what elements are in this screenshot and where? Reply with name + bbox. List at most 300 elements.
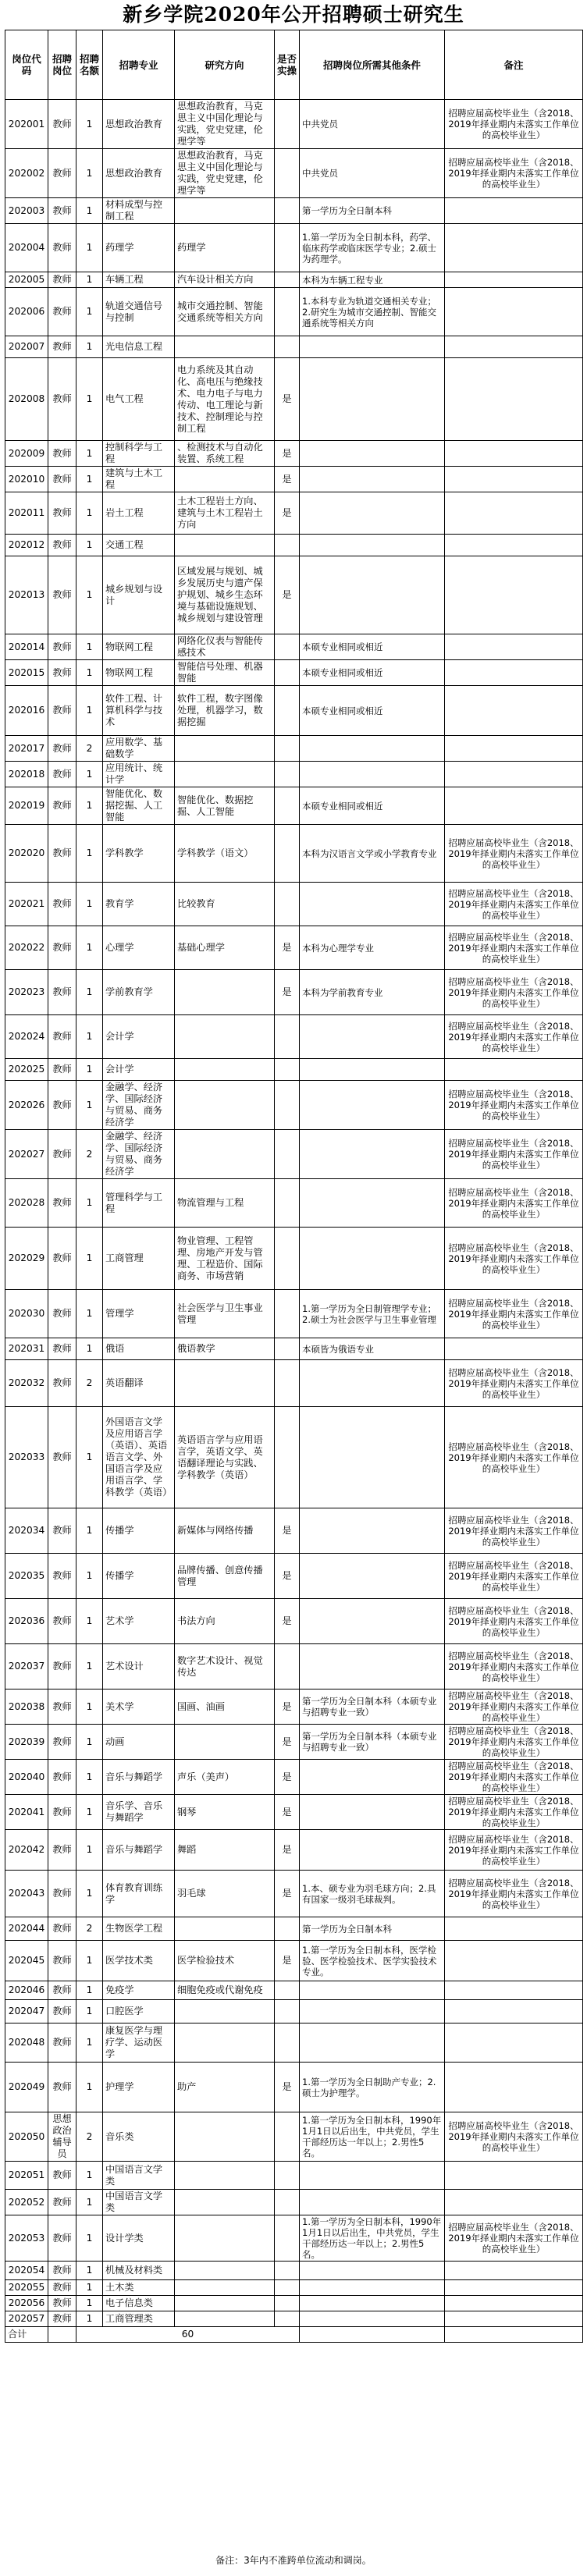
requirements-cell: 本硕专业相同或相近 (300, 660, 445, 686)
position-type-cell: 教师 (48, 1725, 76, 1760)
remarks-cell (445, 358, 583, 441)
practical-test-cell (275, 2112, 300, 2162)
table-row (5, 686, 583, 736)
position-type-cell: 教师 (48, 2023, 76, 2063)
table-row (5, 467, 583, 492)
headcount-cell: 1 (76, 224, 103, 272)
headcount-cell: 1 (76, 535, 103, 556)
practical-test-cell (275, 198, 300, 224)
remarks-cell: 招聘应届高校毕业生（含2018、2019年择业期内未落实工作单位的高校毕业生） (445, 1081, 583, 1130)
position-type-cell: 教师 (48, 1760, 76, 1795)
major-cell: 机械及材料类 (103, 2262, 175, 2280)
remarks-cell: 招聘应届高校毕业生（含2018、2019年择业期内未落实工作单位的高校毕业生） (445, 2112, 583, 2162)
headcount-cell: 1 (76, 2262, 103, 2280)
header-cell: 备注 (445, 30, 583, 100)
table-row (5, 1941, 583, 1981)
research-direction-cell: 物流管理与工程 (175, 1179, 275, 1228)
research-direction-cell: 汽车设计相关方向 (175, 272, 275, 288)
position-code-cell: 202013 (5, 556, 48, 634)
major-cell: 工商管理类 (103, 2311, 175, 2327)
position-code-cell: 202010 (5, 467, 48, 492)
position-type-cell: 教师 (48, 198, 76, 224)
requirements-cell (300, 467, 445, 492)
practical-test-cell: 是 (275, 926, 300, 970)
position-type-cell: 教师 (48, 2190, 76, 2215)
position-code-cell: 202039 (5, 1725, 48, 1760)
remarks-cell: 招聘应届高校毕业生（含2018、2019年择业期内未落实工作单位的高校毕业生） (445, 1508, 583, 1554)
headcount-cell: 1 (76, 2215, 103, 2262)
position-type-cell: 教师 (48, 660, 76, 686)
position-code-cell: 202034 (5, 1508, 48, 1554)
table-row (5, 1179, 583, 1228)
research-direction-cell: 羽毛球 (175, 1871, 275, 1917)
practical-test-cell: 是 (275, 492, 300, 535)
requirements-cell (300, 1179, 445, 1228)
practical-test-cell (275, 660, 300, 686)
research-direction-cell (175, 970, 275, 1015)
table-row (5, 2063, 583, 2112)
requirements-cell (300, 2311, 445, 2327)
major-cell: 金融学、经济学、国际经济与贸易、商务经济学 (103, 1130, 175, 1179)
footnote: 备注：3年内不准跨单位流动和调岗。 (215, 2555, 372, 2566)
position-type-cell: 教师 (48, 762, 76, 787)
headcount-cell: 1 (76, 686, 103, 736)
position-type-cell: 教师 (48, 1508, 76, 1554)
remarks-cell: 招聘应届高校毕业生（含2018、2019年择业期内未落实工作单位的高校毕业生） (445, 883, 583, 926)
table-row (5, 2215, 583, 2262)
research-direction-cell (175, 1130, 275, 1179)
position-type-cell: 教师 (48, 1338, 76, 1360)
position-code-cell: 202025 (5, 1059, 48, 1081)
headcount-cell: 1 (76, 1760, 103, 1795)
practical-test-cell (275, 288, 300, 336)
position-type-cell: 教师 (48, 1407, 76, 1508)
table-row (5, 736, 583, 762)
remarks-cell (445, 2023, 583, 2063)
major-cell: 控制科学与工程 (103, 441, 175, 467)
table-row (5, 358, 583, 441)
remarks-cell (445, 2190, 583, 2215)
table-row (5, 1795, 583, 1830)
header-cell: 研究方向 (175, 30, 275, 100)
position-code-cell: 202019 (5, 787, 48, 825)
major-cell: 物联网工程 (103, 660, 175, 686)
major-cell: 传播学 (103, 1554, 175, 1599)
remarks-cell (445, 535, 583, 556)
requirements-cell (300, 1599, 445, 1644)
table-row (5, 1917, 583, 1941)
requirements-cell: 第一学历为全日制本科 (300, 1917, 445, 1941)
research-direction-cell (175, 736, 275, 762)
position-type-cell: 教师 (48, 1830, 76, 1871)
remarks-cell: 招聘应届高校毕业生（含2018、2019年择业期内未落实工作单位的高校毕业生） (445, 970, 583, 1015)
remarks-cell: 招聘应届高校毕业生（含2018、2019年择业期内未落实工作单位的高校毕业生） (445, 825, 583, 883)
remarks-cell (445, 2000, 583, 2023)
requirements-cell (300, 1081, 445, 1130)
position-type-cell: 教师 (48, 149, 76, 198)
practical-test-cell: 是 (275, 1554, 300, 1599)
remarks-cell (445, 686, 583, 736)
position-code-cell: 202016 (5, 686, 48, 736)
practical-test-cell: 是 (275, 1508, 300, 1554)
practical-test-cell (275, 1015, 300, 1059)
major-cell: 音乐与舞蹈学 (103, 1830, 175, 1871)
practical-test-cell (275, 100, 300, 149)
position-type-cell: 教师 (48, 272, 76, 288)
research-direction-cell: 社会医学与卫生事业管理 (175, 1290, 275, 1338)
requirements-cell: 1.本科专业为轨道交通相关专业；2.研究生为城市交通控制、智能交通系统等相关方向 (300, 288, 445, 336)
remarks-cell (445, 2063, 583, 2112)
practical-test-cell: 是 (275, 1725, 300, 1760)
major-cell: 管理科学与工程 (103, 1179, 175, 1228)
remarks-cell (445, 1941, 583, 1981)
position-type-cell: 教师 (48, 634, 76, 660)
table-row (5, 1407, 583, 1508)
position-type-cell: 教师 (48, 1290, 76, 1338)
practical-test-cell: 是 (275, 970, 300, 1015)
headcount-cell: 1 (76, 1871, 103, 1917)
major-cell: 城乡规划与设计 (103, 556, 175, 634)
headcount-cell: 1 (76, 1290, 103, 1338)
practical-test-cell: 是 (275, 1690, 300, 1725)
remarks-cell: 招聘应届高校毕业生（含2018、2019年择业期内未落实工作单位的高校毕业生） (445, 1015, 583, 1059)
requirements-cell (300, 1407, 445, 1508)
major-cell: 传播学 (103, 1508, 175, 1554)
position-type-cell: 教师 (48, 1015, 76, 1059)
position-type-cell: 教师 (48, 1059, 76, 1081)
research-direction-cell: 英语语言学与应用语言学，英语文学、英语翻译理论与实践、学科教学（英语） (175, 1407, 275, 1508)
position-type-cell: 教师 (48, 2000, 76, 2023)
major-cell: 设计学类 (103, 2215, 175, 2262)
remarks-cell (445, 634, 583, 660)
remarks-cell (445, 272, 583, 288)
major-cell: 电子信息类 (103, 2296, 175, 2311)
position-type-cell: 教师 (48, 556, 76, 634)
position-type-cell: 教师 (48, 1228, 76, 1290)
practical-test-cell (275, 825, 300, 883)
headcount-cell: 1 (76, 787, 103, 825)
position-type-cell: 教师 (48, 787, 76, 825)
major-cell: 思想政治教育 (103, 100, 175, 149)
position-type-cell: 教师 (48, 2063, 76, 2112)
major-cell: 电气工程 (103, 358, 175, 441)
research-direction-cell (175, 2311, 275, 2327)
headcount-cell: 1 (76, 1554, 103, 1599)
practical-test-cell: 是 (275, 1760, 300, 1795)
requirements-cell: 本硕皆为俄语专业 (300, 1338, 445, 1360)
practical-test-cell (275, 2296, 300, 2311)
requirements-cell (300, 1795, 445, 1830)
position-type-cell: 教师 (48, 1599, 76, 1644)
remarks-cell (445, 1338, 583, 1360)
table-row (5, 2190, 583, 2215)
headcount-cell: 1 (76, 2063, 103, 2112)
major-cell: 管理学 (103, 1290, 175, 1338)
table-row (5, 224, 583, 272)
requirements-cell (300, 1830, 445, 1871)
headcount-cell: 1 (76, 926, 103, 970)
headcount-cell: 1 (76, 1981, 103, 2000)
requirements-cell: 1.本、硕专业为羽毛球方向；2.具有国家一级羽毛球裁判。 (300, 1871, 445, 1917)
position-type-cell: 教师 (48, 1690, 76, 1725)
research-direction-cell (175, 2262, 275, 2280)
research-direction-cell: 书法方向 (175, 1599, 275, 1644)
table-row (5, 825, 583, 883)
practical-test-cell (275, 2215, 300, 2262)
table-row (5, 288, 583, 336)
position-code-cell: 202014 (5, 634, 48, 660)
position-type-cell: 教师 (48, 883, 76, 926)
remarks-cell (445, 787, 583, 825)
position-type-cell: 思想政治辅导员 (48, 2112, 76, 2162)
major-cell: 应用统计、统计学 (103, 762, 175, 787)
remarks-cell (445, 492, 583, 535)
headcount-cell: 1 (76, 1690, 103, 1725)
table-row (5, 2162, 583, 2190)
major-cell: 护理学 (103, 2063, 175, 2112)
table-row (5, 2296, 583, 2311)
major-cell: 动画 (103, 1725, 175, 1760)
research-direction-cell: 俄语教学 (175, 1338, 275, 1360)
table-row (5, 1508, 583, 1554)
requirements-cell (300, 2190, 445, 2215)
practical-test-cell (275, 787, 300, 825)
practical-test-cell (275, 686, 300, 736)
remarks-cell: 招聘应届高校毕业生（含2018、2019年择业期内未落实工作单位的高校毕业生） (445, 1690, 583, 1725)
remarks-cell (445, 336, 583, 358)
headcount-cell: 2 (76, 1130, 103, 1179)
headcount-cell: 1 (76, 1338, 103, 1360)
major-cell: 音乐学、音乐与舞蹈学 (103, 1795, 175, 1830)
header-cell: 是否实操 (275, 30, 300, 100)
headcount-cell: 1 (76, 100, 103, 149)
position-type-cell: 教师 (48, 2280, 76, 2296)
remarks-cell (445, 660, 583, 686)
position-type-cell: 教师 (48, 2296, 76, 2311)
table-row (5, 1130, 583, 1179)
position-type-cell: 教师 (48, 825, 76, 883)
research-direction-cell: 网络化仪表与智能传感技术 (175, 634, 275, 660)
position-code-cell: 202009 (5, 441, 48, 467)
major-cell: 光电信息工程 (103, 336, 175, 358)
research-direction-cell: 细胞免疫或代谢免疫 (175, 1981, 275, 2000)
table-row (5, 441, 583, 467)
requirements-cell (300, 1130, 445, 1179)
position-code-cell: 202041 (5, 1795, 48, 1830)
practical-test-cell (275, 1130, 300, 1179)
remarks-cell: 招聘应届高校毕业生（含2018、2019年择业期内未落实工作单位的高校毕业生） (445, 1407, 583, 1508)
position-type-cell: 教师 (48, 288, 76, 336)
major-cell: 英语翻译 (103, 1360, 175, 1407)
requirements-cell: 本科为学前教育专业 (300, 970, 445, 1015)
remarks-cell: 招聘应届高校毕业生（含2018、2019年择业期内未落实工作单位的高校毕业生） (445, 1760, 583, 1795)
remarks-cell (445, 441, 583, 467)
major-cell: 岩土工程 (103, 492, 175, 535)
remarks-cell: 招聘应届高校毕业生（含2018、2019年择业期内未落实工作单位的高校毕业生） (445, 1725, 583, 1760)
practical-test-cell (275, 2190, 300, 2215)
remarks-cell (445, 556, 583, 634)
table-row (5, 1830, 583, 1871)
remarks-cell: 招聘应届高校毕业生（含2018、2019年择业期内未落实工作单位的高校毕业生） (445, 1290, 583, 1338)
major-cell: 物联网工程 (103, 634, 175, 660)
header-cell: 招聘岗位 (48, 30, 76, 100)
requirements-cell (300, 736, 445, 762)
position-code-cell: 202012 (5, 535, 48, 556)
practical-test-cell: 是 (275, 1830, 300, 1871)
header-cell: 招聘岗位所需其他条件 (300, 30, 445, 100)
requirements-cell: 1.第一学历为全日制管理学专业；2.硕士为社会医学与卫生事业管理 (300, 1290, 445, 1338)
research-direction-cell (175, 198, 275, 224)
requirements-cell (300, 1760, 445, 1795)
requirements-cell (300, 1228, 445, 1290)
remarks-cell: 招聘应届高校毕业生（含2018、2019年择业期内未落实工作单位的高校毕业生） (445, 2215, 583, 2262)
headcount-cell: 1 (76, 336, 103, 358)
practical-test-cell (275, 1338, 300, 1360)
position-code-cell: 202036 (5, 1599, 48, 1644)
remarks-cell: 招聘应届高校毕业生（含2018、2019年择业期内未落实工作单位的高校毕业生） (445, 1554, 583, 1599)
research-direction-cell (175, 2215, 275, 2262)
position-type-cell: 教师 (48, 1554, 76, 1599)
headcount-cell: 1 (76, 2162, 103, 2190)
table-row (5, 2112, 583, 2162)
headcount-cell: 1 (76, 1081, 103, 1130)
headcount-cell: 1 (76, 825, 103, 883)
position-code-cell: 202017 (5, 736, 48, 762)
requirements-cell: 本硕专业相同或相近 (300, 686, 445, 736)
major-cell: 外国语言文学及应用语言学（英语）、英语语言文学、外国语言学及应用语言学、学科教学（英语） (103, 1407, 175, 1508)
position-code-cell: 202031 (5, 1338, 48, 1360)
position-type-cell: 教师 (48, 1179, 76, 1228)
requirements-cell: 1.第一学历为全日制助产专业；2.硕士为护理学。 (300, 2063, 445, 2112)
position-code-cell: 202043 (5, 1871, 48, 1917)
requirements-cell (300, 2280, 445, 2296)
headcount-cell: 1 (76, 1407, 103, 1508)
remarks-cell (445, 1981, 583, 2000)
research-direction-cell (175, 1917, 275, 1941)
research-direction-cell (175, 1059, 275, 1081)
requirements-cell: 第一学历为全日制本科 (300, 198, 445, 224)
research-direction-cell (175, 2162, 275, 2190)
table-row (5, 336, 583, 358)
position-type-cell: 教师 (48, 2262, 76, 2280)
headcount-cell: 1 (76, 1644, 103, 1690)
research-direction-cell: 舞蹈 (175, 1830, 275, 1871)
major-cell: 免疫学 (103, 1981, 175, 2000)
headcount-cell: 2 (76, 1360, 103, 1407)
remarks-cell (445, 467, 583, 492)
major-cell: 建筑与土木工程 (103, 467, 175, 492)
research-direction-cell: 医学检验技术 (175, 1941, 275, 1981)
research-direction-cell: 思想政治教育，马克思主义中国化理论与实践，党史党建，伦理学等 (175, 149, 275, 198)
headcount-cell: 1 (76, 1941, 103, 1981)
major-cell: 学科教学 (103, 825, 175, 883)
headcount-cell: 1 (76, 1015, 103, 1059)
major-cell: 智能优化、数据挖掘、人工智能 (103, 787, 175, 825)
research-direction-cell: 城市交通控制、智能交通系统等相关方向 (175, 288, 275, 336)
research-direction-cell (175, 1015, 275, 1059)
practical-test-cell (275, 1360, 300, 1407)
remarks-cell: 招聘应届高校毕业生（含2018、2019年择业期内未落实工作单位的高校毕业生） (445, 149, 583, 198)
remarks-cell: 招聘应届高校毕业生（含2018、2019年择业期内未落实工作单位的高校毕业生） (445, 1871, 583, 1917)
table-row (5, 1644, 583, 1690)
practical-test-cell (275, 1644, 300, 1690)
research-direction-cell: 土木工程岩土方向、建筑与土木工程岩土方向 (175, 492, 275, 535)
remarks-cell (445, 1917, 583, 1941)
table-row (5, 100, 583, 149)
research-direction-cell (175, 336, 275, 358)
table-row (5, 883, 583, 926)
position-code-cell: 202001 (5, 100, 48, 149)
research-direction-cell: 国画、油画 (175, 1690, 275, 1725)
major-cell: 医学技术类 (103, 1941, 175, 1981)
requirements-cell: 本科为心理学专业 (300, 926, 445, 970)
headcount-cell: 1 (76, 1830, 103, 1871)
position-type-cell: 教师 (48, 1130, 76, 1179)
position-code-cell: 202044 (5, 1917, 48, 1941)
position-code-cell: 202022 (5, 926, 48, 970)
position-code-cell: 202045 (5, 1941, 48, 1981)
requirements-cell: 第一学历为全日制本科（本硕专业与招聘专业一致） (300, 1690, 445, 1725)
position-type-cell: 教师 (48, 224, 76, 272)
research-direction-cell (175, 535, 275, 556)
major-cell: 音乐类 (103, 2112, 175, 2162)
headcount-cell: 1 (76, 1179, 103, 1228)
position-code-cell: 202051 (5, 2162, 48, 2190)
practical-test-cell (275, 272, 300, 288)
major-cell: 车辆工程 (103, 272, 175, 288)
practical-test-cell (275, 736, 300, 762)
position-code-cell: 202018 (5, 762, 48, 787)
research-direction-cell: 品牌传播、创意传播管理 (175, 1554, 275, 1599)
practical-test-cell (275, 1981, 300, 2000)
table-row (5, 1725, 583, 1760)
headcount-cell: 1 (76, 358, 103, 441)
position-code-cell: 202037 (5, 1644, 48, 1690)
position-type-cell: 教师 (48, 1941, 76, 1981)
headcount-cell: 1 (76, 272, 103, 288)
headcount-cell: 1 (76, 2296, 103, 2311)
position-code-cell: 202042 (5, 1830, 48, 1871)
major-cell: 体育教育训练学 (103, 1871, 175, 1917)
major-cell: 艺术设计 (103, 1644, 175, 1690)
research-direction-cell: 区域发展与规划、城乡发展历史与遗产保护规划、城乡生态环境与基础设施规划、城乡规划与建设管理 (175, 556, 275, 634)
table-row (5, 1554, 583, 1599)
position-type-cell: 教师 (48, 535, 76, 556)
position-code-cell: 202023 (5, 970, 48, 1015)
headcount-cell: 1 (76, 883, 103, 926)
position-type-cell: 教师 (48, 100, 76, 149)
headcount-cell: 1 (76, 634, 103, 660)
major-cell: 康复医学与理疗学、运动医学 (103, 2023, 175, 2063)
remarks-cell: 招聘应届高校毕业生（含2018、2019年择业期内未落实工作单位的高校毕业生） (445, 1360, 583, 1407)
position-code-cell: 202024 (5, 1015, 48, 1059)
research-direction-cell: 钢琴 (175, 1795, 275, 1830)
total-label: 合计 (5, 2327, 48, 2343)
table-row (5, 1081, 583, 1130)
requirements-cell (300, 1059, 445, 1081)
position-code-cell: 202008 (5, 358, 48, 441)
headcount-cell: 1 (76, 2190, 103, 2215)
position-code-cell: 202056 (5, 2296, 48, 2311)
position-code-cell: 202003 (5, 198, 48, 224)
remarks-cell: 招聘应届高校毕业生（含2018、2019年择业期内未落实工作单位的高校毕业生） (445, 1644, 583, 1690)
practical-test-cell: 是 (275, 1599, 300, 1644)
position-type-cell: 教师 (48, 2311, 76, 2327)
major-cell: 心理学 (103, 926, 175, 970)
headcount-cell: 1 (76, 2000, 103, 2023)
headcount-cell: 1 (76, 1725, 103, 1760)
practical-test-cell: 是 (275, 358, 300, 441)
